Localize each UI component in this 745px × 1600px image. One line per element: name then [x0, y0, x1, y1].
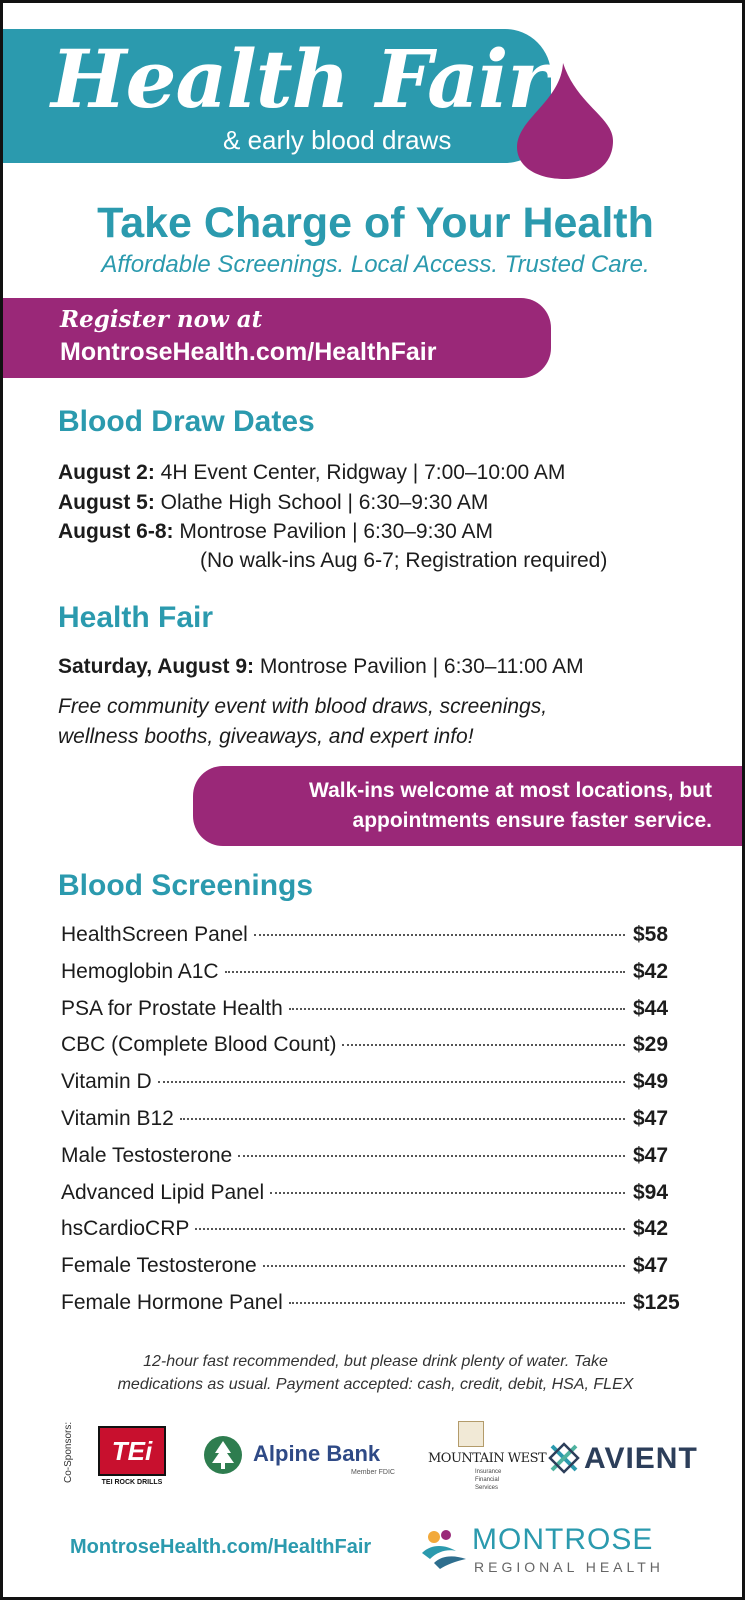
dot-leader — [254, 934, 625, 936]
screening-name: Hemoglobin A1C — [61, 959, 219, 983]
screening-name: PSA for Prostate Health — [61, 996, 283, 1020]
screening-price: $58 — [633, 923, 669, 946]
screening-row — [61, 1291, 689, 1328]
screening-row — [61, 1254, 689, 1291]
dot-leader — [263, 1265, 625, 1267]
screening-row — [61, 1181, 689, 1218]
blood-draw-date-row — [58, 520, 493, 544]
mountain-west-sub — [475, 1468, 501, 1492]
screening-row — [61, 1144, 689, 1181]
dot-leader — [195, 1228, 625, 1230]
health-fair-desc-line: wellness booths, giveaways, and expert info! — [58, 725, 474, 748]
walkin-text — [309, 776, 712, 836]
dot-leader — [342, 1044, 625, 1046]
mountain-west-sub-line: Services — [475, 1485, 499, 1491]
screening-name: Vitamin B12 — [61, 1106, 174, 1130]
screening-price: $29 — [633, 1033, 669, 1057]
walkin-line: appointments ensure faster service. — [352, 809, 712, 832]
screening-price: $47 — [633, 1106, 669, 1130]
screening-name: hsCardioCRP — [61, 1217, 190, 1241]
dot-leader — [270, 1192, 625, 1194]
screening-row — [61, 923, 689, 960]
headline: Take Charge of Your Health — [97, 199, 654, 247]
dot-leader — [289, 1302, 625, 1304]
screening-price: $47 — [633, 1254, 669, 1278]
dot-leader — [180, 1118, 625, 1120]
dot-leader — [238, 1155, 625, 1157]
blood-draw-note: (No walk-ins Aug 6-7; Registration required) — [200, 549, 608, 572]
avient-mark-icon — [548, 1442, 580, 1474]
health-fair-desc-line: Free community event with blood draws, screenings, — [58, 695, 548, 718]
montrose-mark-icon — [420, 1527, 468, 1571]
banner-title: Health Fair — [51, 32, 549, 126]
alpine-bank-name: Alpine Bank — [253, 1441, 381, 1466]
screening-row — [61, 997, 689, 1034]
draw-detail: 4H Event Center, Ridgway | 7:00–10:00 AM — [160, 461, 566, 484]
avient-name: AVIENT — [584, 1442, 698, 1475]
fine-print-line: medications as usual. Payment accepted: cash, credit, debit, HSA, FLEX — [117, 1376, 634, 1393]
walkin-line: Walk-ins welcome at most locations, but — [309, 779, 712, 802]
draw-detail: Olathe High School | 6:30–9:30 AM — [160, 491, 489, 514]
health-fair-date-row — [58, 655, 584, 679]
draw-date: August 5: — [58, 491, 155, 514]
blood-drop-icon — [517, 61, 613, 181]
screening-price: $44 — [633, 996, 669, 1020]
mountain-badge-icon — [458, 1421, 484, 1447]
health-fair-description — [58, 692, 547, 752]
mountain-west-sub-line: Financial — [475, 1477, 500, 1483]
fine-print-line: 12-hour fast recommended, but please drink plenty of water. Take — [143, 1353, 608, 1370]
tei-mark: TEi — [98, 1426, 166, 1476]
screening-price: $94 — [633, 1180, 669, 1204]
screenings-list — [61, 923, 689, 1328]
draw-detail: Montrose Pavilion | 6:30–9:30 AM — [179, 520, 493, 543]
mountain-west-sub-line: Insurance — [475, 1469, 502, 1475]
dot-leader — [225, 971, 625, 973]
avient-logo — [548, 1440, 698, 1480]
register-url[interactable]: MontroseHealth.com/HealthFair — [60, 338, 437, 366]
mountain-west-name: MOUNTAIN WEST — [428, 1451, 547, 1466]
health-fair-title: Health Fair — [58, 601, 214, 634]
montrose-regional-health-logo — [420, 1523, 664, 1575]
screening-row — [61, 1033, 689, 1070]
draw-date: August 2: — [58, 461, 155, 484]
screening-name: Female Hormone Panel — [61, 1290, 283, 1314]
screening-name: HealthScreen Panel — [61, 923, 248, 946]
screening-price: $125 — [633, 1290, 680, 1314]
footer-url[interactable]: MontroseHealth.com/HealthFair — [70, 1536, 372, 1558]
health-fair-date: Saturday, August 9: — [58, 655, 255, 678]
register-label: Register now at — [60, 306, 263, 333]
alpine-fdic: Member FDIC — [351, 1469, 395, 1476]
health-fair-detail: Montrose Pavilion | 6:30–11:00 AM — [259, 655, 584, 678]
dot-leader — [158, 1081, 625, 1083]
blood-draw-date-row — [58, 461, 565, 485]
tei-caption: TEI ROCK DRILLS — [101, 1479, 163, 1486]
tree-icon — [203, 1435, 243, 1475]
montrose-name: MONTROSE — [472, 1523, 654, 1556]
dot-leader — [289, 1008, 625, 1010]
screening-name: Vitamin D — [61, 1070, 152, 1094]
cosponsors-label: Co-Sponsors: — [63, 1421, 74, 1483]
screening-name: Male Testosterone — [61, 1143, 233, 1167]
screening-name: CBC (Complete Blood Count) — [61, 1033, 337, 1057]
screening-row — [61, 1107, 689, 1144]
screening-price: $47 — [633, 1143, 669, 1167]
screening-name: Advanced Lipid Panel — [61, 1180, 265, 1204]
screening-row — [61, 1070, 689, 1107]
montrose-sub: REGIONAL HEALTH — [474, 1559, 664, 1575]
banner-subtitle: & early blood draws — [223, 125, 452, 155]
blood-draw-date-row — [58, 491, 488, 515]
screening-price: $42 — [633, 959, 669, 983]
tagline: Affordable Screenings. Local Access. Trusted Care. — [101, 251, 650, 278]
screenings-title: Blood Screenings — [58, 869, 314, 902]
draw-date: August 6-8: — [58, 520, 174, 543]
walkin-banner — [193, 766, 745, 846]
screening-row — [61, 1217, 689, 1254]
mountain-west-logo — [428, 1421, 547, 1499]
screening-row — [61, 960, 689, 997]
screening-price: $42 — [633, 1217, 669, 1241]
fine-print — [3, 1350, 745, 1396]
screening-name: Female Testosterone — [61, 1254, 257, 1278]
screening-price: $49 — [633, 1070, 669, 1094]
alpine-bank-logo — [203, 1433, 398, 1483]
blood-draw-title: Blood Draw Dates — [58, 405, 315, 438]
register-banner — [3, 298, 551, 378]
tei-rock-drills-logo — [98, 1426, 166, 1490]
